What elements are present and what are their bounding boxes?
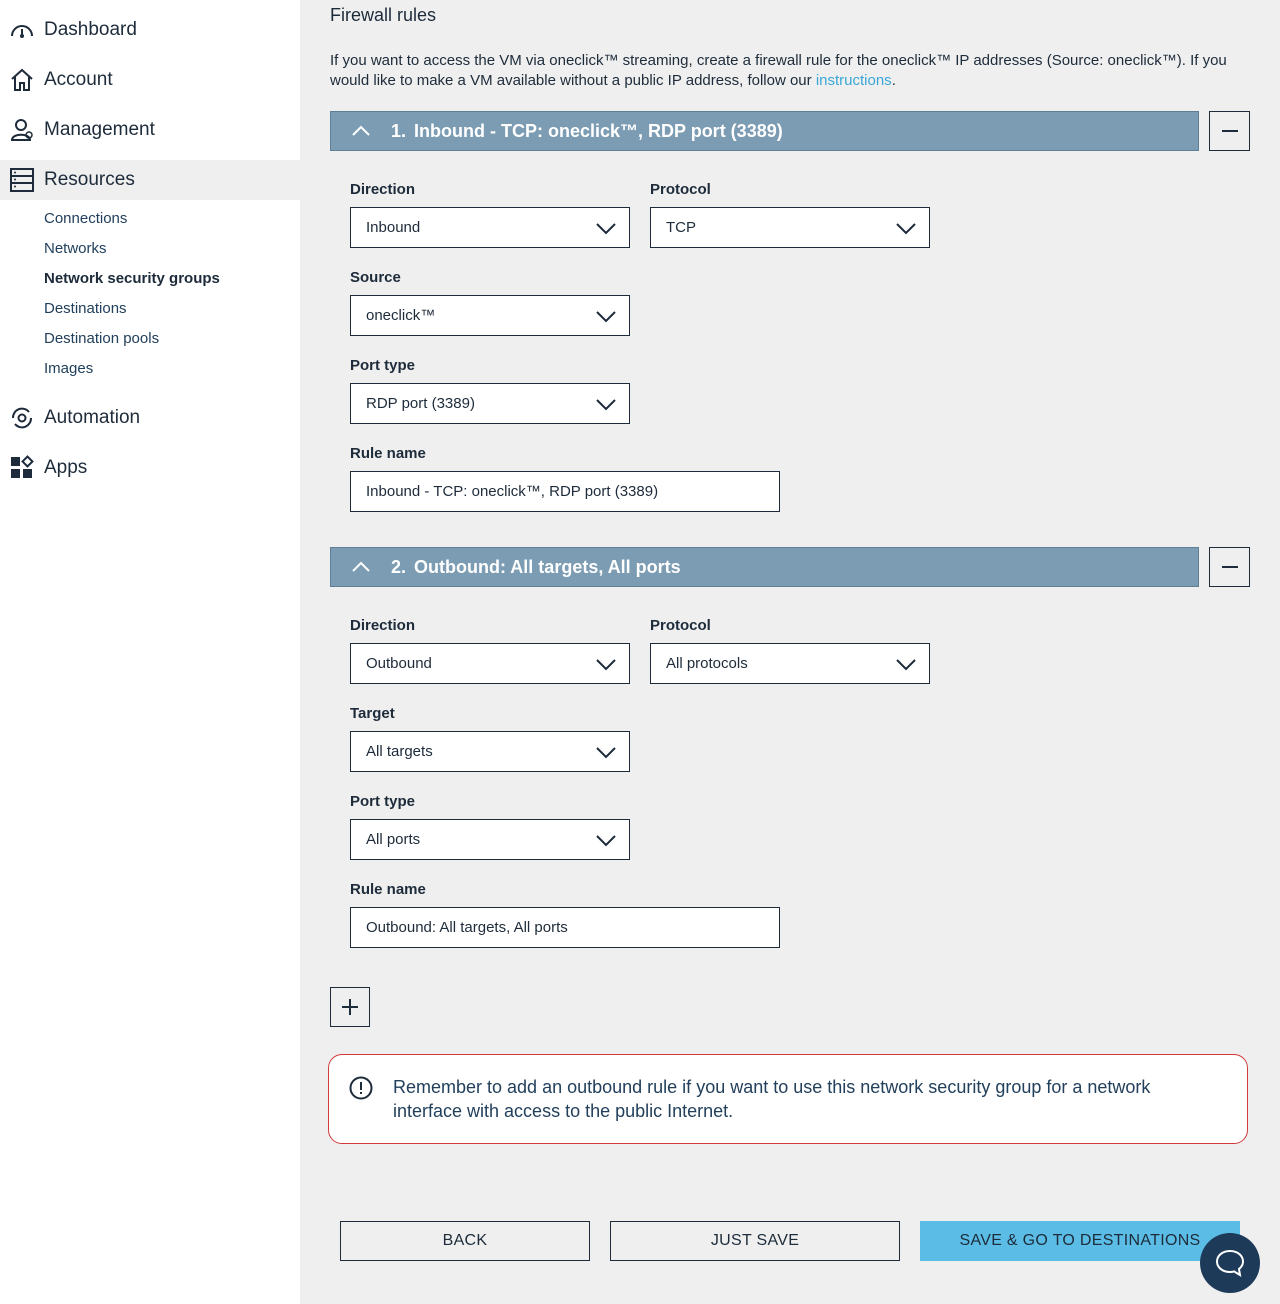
rule-title: Outbound: All targets, All ports [414,556,681,577]
chevron-down-icon [595,656,617,672]
intro-body: If you want to access the VM via oneclick™ streaming, create a firewall rule for the oneclick™ IP addresses (Source: oneclick™). If you would like to make a VM available without a public IP address, follow our [330,52,1227,89]
chevron-down-icon [595,396,617,412]
target-select[interactable] [350,731,630,772]
port-type-value: All ports [366,831,421,848]
apps-grid-icon [8,454,36,482]
sidebar-item-connections[interactable]: Connections [44,210,128,227]
nav-dashboard[interactable] [0,10,300,50]
chevron-up-icon[interactable] [331,125,391,137]
protocol-label: Protocol [650,181,711,198]
remove-rule-button[interactable] [1209,111,1250,151]
nav-automation-label: Automation [44,407,141,428]
rule-header[interactable] [330,111,1199,151]
port-type-label: Port type [350,357,416,374]
chevron-down-icon [895,656,917,672]
protocol-select[interactable] [650,207,930,248]
remove-rule-button[interactable] [1209,547,1250,587]
source-select[interactable] [350,295,630,336]
users-icon [8,116,36,144]
nav-dashboard-label: Dashboard [44,19,137,40]
direction-value: Outbound [366,655,432,672]
rule-number: 2. [391,556,407,577]
plus-icon [342,999,358,1015]
chevron-down-icon [595,744,617,760]
rule-name-label: Rule name [350,881,426,898]
chevron-down-icon [595,308,617,324]
target-value: All targets [366,743,433,760]
nav-resources[interactable] [0,160,300,200]
direction-select[interactable] [350,207,630,248]
server-icon [8,166,36,194]
main-content [300,0,1280,1304]
add-rule-button[interactable] [330,987,370,1027]
sidebar-item-destination-pools[interactable]: Destination pools [44,330,160,347]
automation-gear-icon [8,404,36,432]
port-type-value: RDP port (3389) [366,395,475,412]
direction-label: Direction [350,181,416,198]
protocol-value: TCP [666,219,696,236]
port-type-select[interactable] [350,819,630,860]
protocol-value: All protocols [666,655,748,672]
chat-bubble-icon [1214,1248,1246,1278]
rule-name-input[interactable] [350,471,780,512]
just-save-button[interactable]: JUST SAVE [610,1221,900,1261]
back-button[interactable]: BACK [340,1221,590,1261]
sidebar [0,0,300,1304]
chevron-down-icon [595,220,617,236]
target-label: Target [350,705,395,722]
instructions-link[interactable]: instructions [815,72,892,89]
sidebar-item-images[interactable]: Images [44,360,94,377]
nav-account-label: Account [44,69,113,90]
chat-button[interactable] [1200,1233,1260,1293]
port-type-select[interactable] [350,383,630,424]
port-type-label: Port type [350,793,416,810]
home-icon [8,66,36,94]
nav-management-label: Management [44,119,155,140]
source-value: oneclick™ [366,307,436,324]
rule-header[interactable] [330,547,1199,587]
section-title: Firewall rules [330,5,437,25]
save-go-destinations-button[interactable]: SAVE & GO TO DESTINATIONS [920,1221,1240,1261]
protocol-label: Protocol [650,617,711,634]
nav-account[interactable] [0,60,300,100]
direction-label: Direction [350,617,416,634]
nav-apps[interactable] [0,448,300,488]
minus-icon [1222,130,1238,132]
minus-icon [1222,566,1238,568]
chevron-down-icon [595,832,617,848]
sidebar-item-destinations[interactable]: Destinations [44,300,127,317]
chevron-down-icon [895,220,917,236]
alert-icon [349,1076,373,1100]
rule-title: Inbound - TCP: oneclick™, RDP port (3389) [414,120,783,141]
source-label: Source [350,269,401,286]
rule-name-input[interactable] [350,907,780,948]
sidebar-item-network-security-groups[interactable]: Network security groups [44,270,220,287]
gauge-icon [8,16,36,44]
direction-select[interactable] [350,643,630,684]
warning-callout [328,1054,1248,1144]
sidebar-item-networks[interactable]: Networks [44,240,107,257]
chevron-up-icon[interactable] [331,561,391,573]
nav-automation[interactable] [0,398,300,438]
nav-resources-label: Resources [44,169,135,190]
rule-name-label: Rule name [350,445,426,462]
warning-text: Remember to add an outbound rule if you want to use this network security group for a network interface with access to the public Internet. [393,1077,1151,1121]
direction-value: Inbound [366,219,421,236]
nav-apps-label: Apps [44,457,88,478]
intro-end: . [891,72,896,89]
rule-number: 1. [391,120,407,141]
nav-management[interactable] [0,110,300,150]
intro-text [330,51,1260,91]
protocol-select[interactable] [650,643,930,684]
